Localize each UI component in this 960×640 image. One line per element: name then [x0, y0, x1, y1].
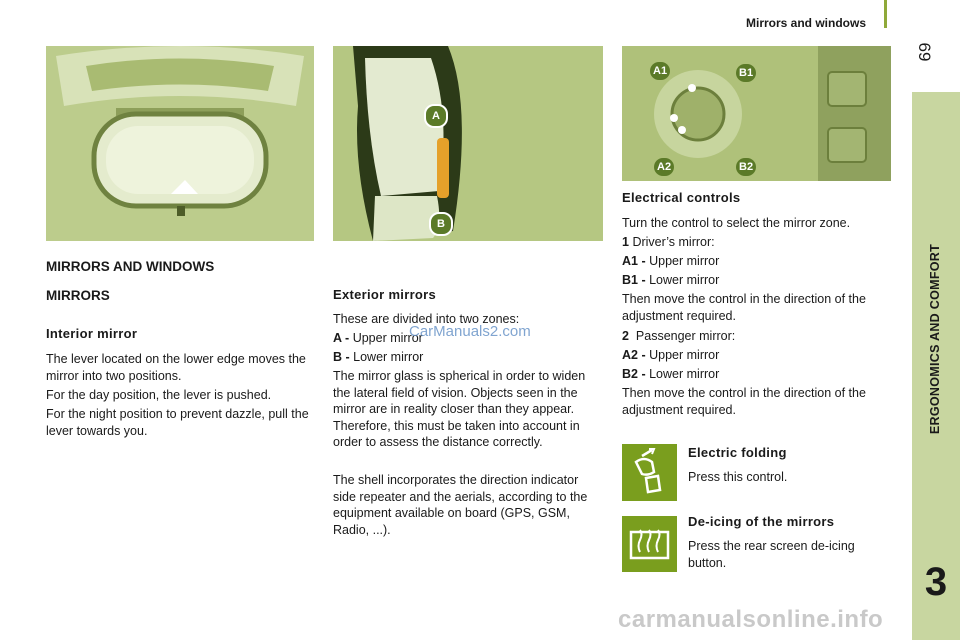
passenger-then-line: Then move the control in the direction of the adjustment required. [622, 386, 866, 417]
electric-folding-heading: Electric folding [688, 445, 787, 460]
interior-mirror-illustration [46, 46, 314, 241]
exterior-mirror-photo [333, 46, 603, 241]
passenger-a2-line: A2 - Upper mirror [622, 348, 720, 362]
interior-p1: The lever located on the lower edge moves the mirror into two positions. [46, 352, 306, 383]
deicing-text: Press the rear screen de-icing button. [688, 539, 855, 570]
folding-control-icon [622, 444, 677, 501]
watermark-inline: CarManuals2.com [409, 323, 531, 340]
callout-b1: B1 [736, 64, 756, 82]
subsection-title: MIRRORS [46, 288, 110, 303]
exterior-mirror-illustration [333, 46, 603, 241]
passenger-b2-line: B2 - Lower mirror [622, 367, 720, 381]
passenger-mirror-line: 2 Passenger mirror: [622, 329, 736, 343]
electric-folding-text: Press this control. [688, 470, 788, 484]
exterior-mirrors-heading: Exterior mirrors [333, 287, 437, 302]
callout-a2: A2 [654, 158, 674, 176]
watermark-footer: carmanualsonline.info [618, 606, 884, 633]
header-rule [884, 0, 887, 28]
deicing-heading: De-icing of the mirrors [688, 514, 835, 529]
driver-then-line: Then move the control in the direction of the adjustment required. [622, 292, 866, 323]
exterior-p1: The mirror glass is spherical in order to widen the lateral field of vision. Objects seen in the mirror are in reality closer than they appear. Therefore, this must be taken into account in order to assess the distance correctly. [333, 369, 586, 449]
chapter-number: 3 [924, 560, 948, 604]
callout-a1: A1 [650, 62, 670, 80]
running-header: Mirrors and windows [746, 16, 867, 30]
section-title: MIRRORS AND WINDOWS [46, 259, 215, 274]
controls-photo [622, 46, 891, 181]
interior-mirror-heading: Interior mirror [46, 326, 138, 341]
exterior-zone-b: B - Lower mirror [333, 350, 424, 364]
driver-b1-line: B1 - Lower mirror [622, 273, 720, 287]
callout-b: B [429, 212, 453, 236]
exterior-zone-a: A - Upper mirror [333, 331, 423, 345]
exterior-p2: The shell incorporates the direction indicator side repeater and the aerials, according to the equipment available on board (GPS, GSM, Radio, ...). [333, 473, 588, 537]
driver-a1-line: A1 - Upper mirror [622, 254, 720, 268]
exterior-intro: These are divided into two zones: [333, 312, 520, 326]
interior-p2: For the day position, the lever is pushed. [46, 388, 272, 402]
driver-mirror-line: 1 Driver’s mirror: [622, 235, 715, 249]
rear-defrost-icon [622, 516, 677, 572]
controls-intro: Turn the control to select the mirror zone. [622, 216, 851, 230]
mirror-fold-icon [622, 444, 677, 501]
callout-b2: B2 [736, 158, 756, 176]
interior-mirror-photo [46, 46, 314, 241]
callout-a: A [424, 104, 448, 128]
deicing-control-icon [622, 516, 677, 572]
page-number: 69 [915, 42, 934, 62]
interior-p3: For the night position to prevent dazzle, pull the lever towards you. [46, 407, 309, 438]
electrical-controls-heading: Electrical controls [622, 190, 741, 205]
